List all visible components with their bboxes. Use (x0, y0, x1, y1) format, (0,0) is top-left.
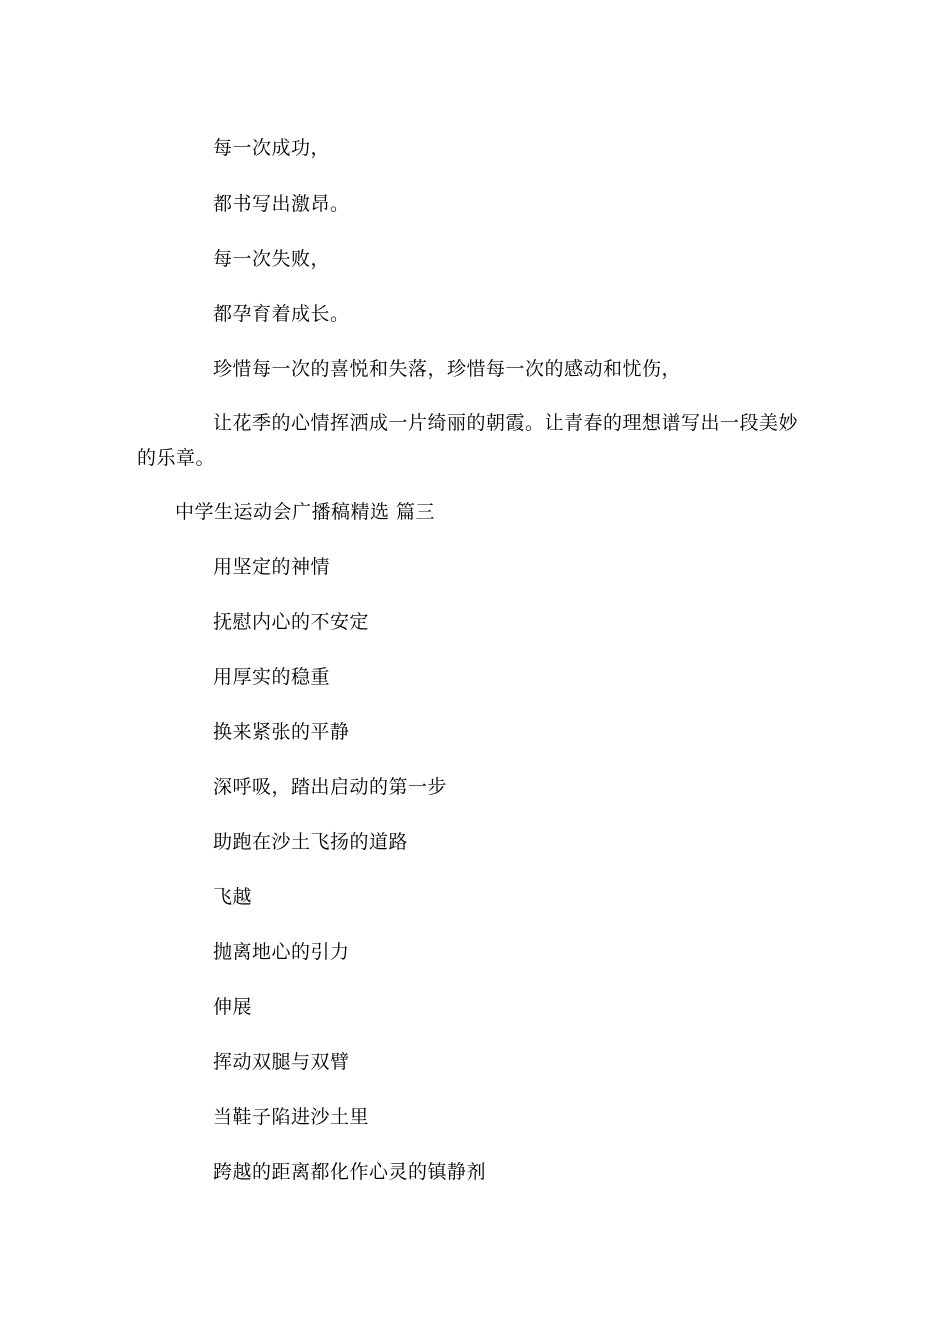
poem-line: 都书写出激昂。 (213, 193, 350, 215)
poem-line: 当鞋子陷进沙土里 (213, 1106, 370, 1128)
poem-line: 抛离地心的引力 (213, 941, 350, 963)
poem-line: 挥动双腿与双臂 (213, 1051, 350, 1073)
poem-line: 每一次失败， (213, 248, 331, 270)
poem-line: 用坚定的神情 (213, 556, 331, 578)
poem-line: 抚慰内心的不安定 (213, 611, 370, 633)
poem-line: 伸展 (213, 996, 253, 1018)
poem-line: 都孕育着成长。 (213, 303, 350, 325)
poem-line: 珍惜每一次的喜悦和失落，珍惜每一次的感动和忧伤， (213, 358, 682, 380)
poem-line: 助跑在沙土飞扬的道路 (213, 831, 409, 853)
poem-line: 换来紧张的平静 (213, 721, 350, 743)
poem-line: 跨越的距离都化作心灵的镇静剂 (213, 1161, 487, 1183)
poem-line: 深呼吸，踏出启动的第一步 (213, 776, 448, 798)
poem-line: 飞越 (213, 886, 253, 908)
section-heading: 中学生运动会广播稿精选 篇三 (175, 501, 436, 523)
poem-line: 用厚实的稳重 (213, 666, 331, 688)
body-paragraph: 让花季的心情挥洒成一片绮丽的朝霞。让青春的理想谱写出一段美妙的乐章。 (137, 412, 799, 469)
poem-line: 每一次成功， (213, 137, 331, 159)
